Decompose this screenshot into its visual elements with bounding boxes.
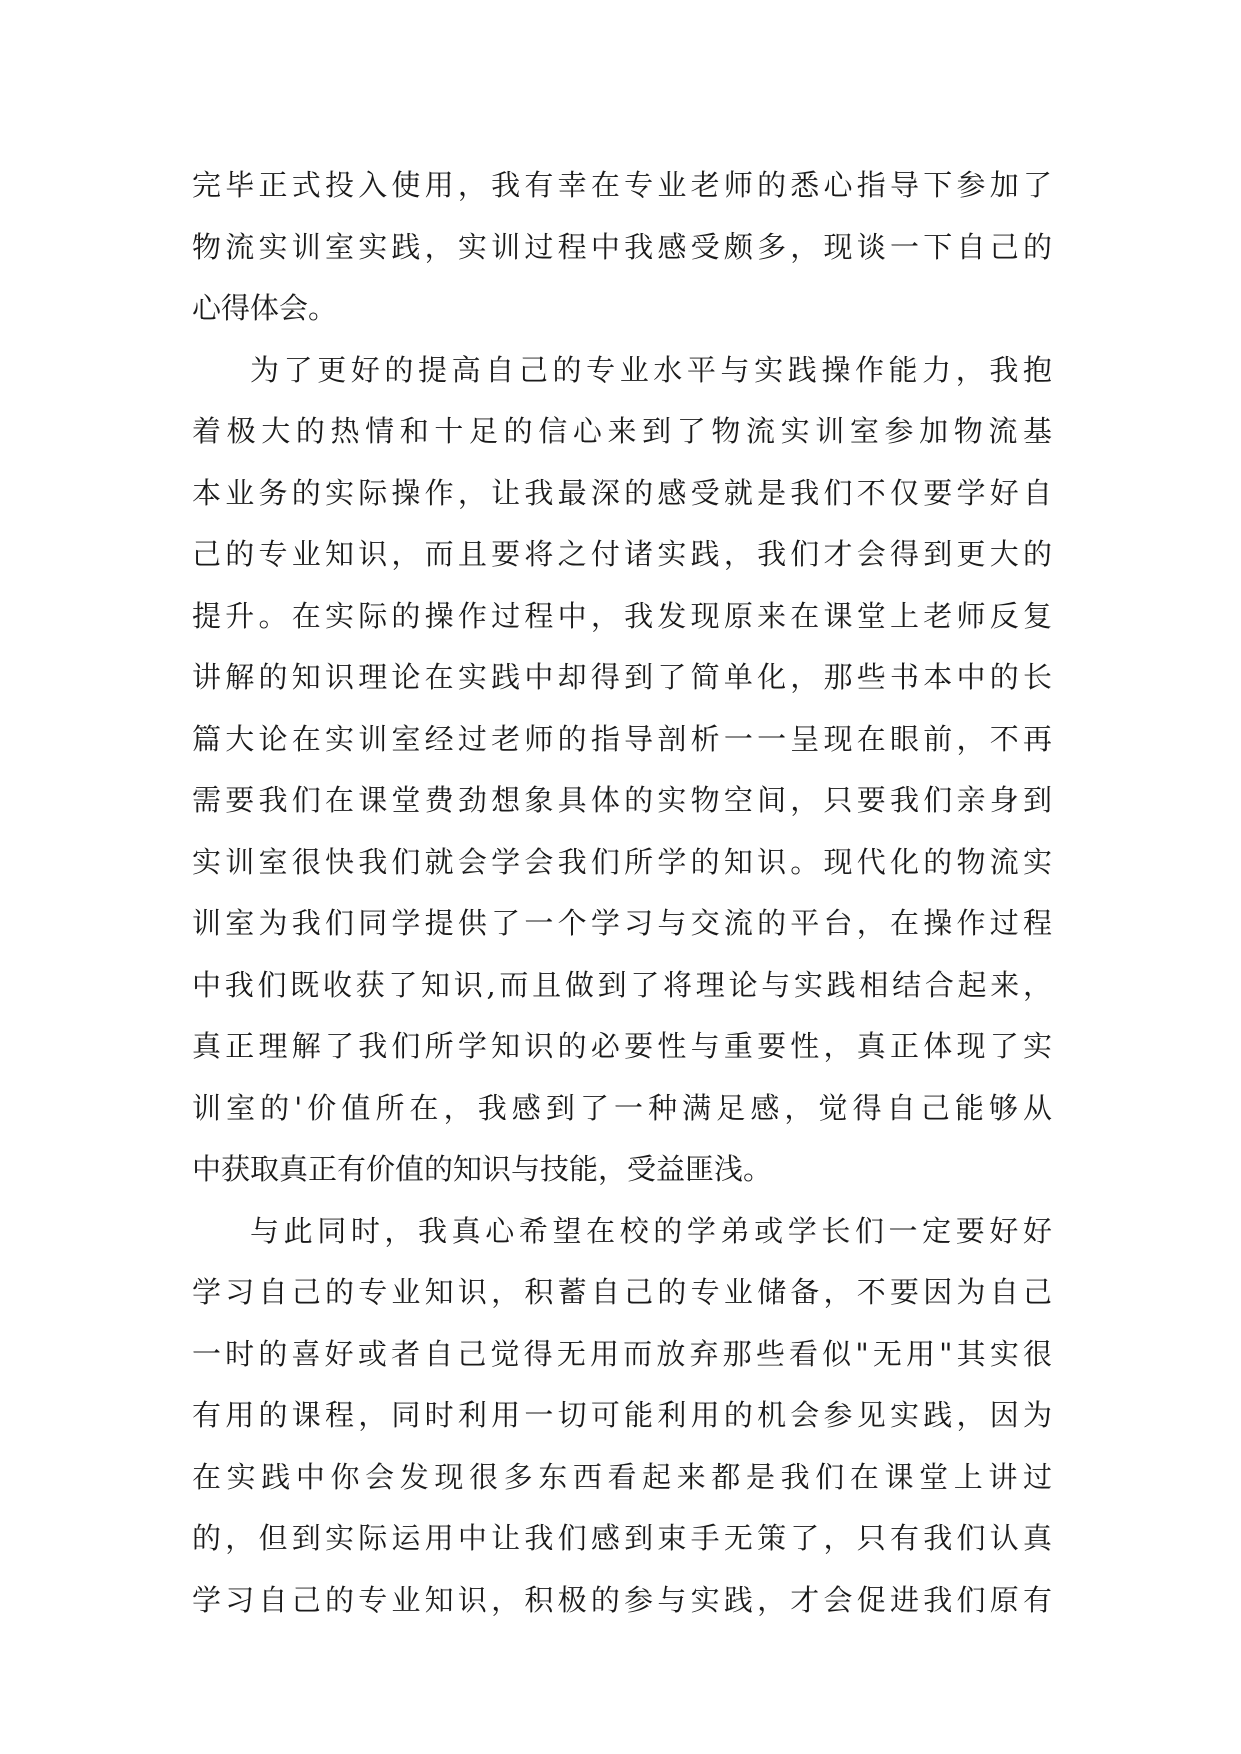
text-line: 讲解的知识理论在实践中却得到了简单化，那些书本中的长 [192,660,1052,694]
text-line: 实训室很快我们就会学会我们所学的知识。现代化的物流实 [192,844,1052,879]
text-line: 中获取真正有价值的知识与技能，受益匪浅。 [192,1152,773,1186]
text-line: 一时的喜好或者自己觉得无用而放弃那些看似"无用"其实很 [192,1336,1052,1371]
text-line: 篇大论在实训室经过老师的指导剖析一一呈现在眼前，不再 [192,721,1052,756]
text-line: 学习自己的专业知识，积极的参与实践，才会促进我们原有 [192,1582,1052,1617]
body-text [192,155,1052,1631]
text-line: 心得体会。 [192,291,338,325]
text-line: 己的专业知识，而且要将之付诸实践，我们才会得到更大的 [192,537,1052,571]
text-line: 物流实训室实践，实训过程中我感受颇多，现谈一下自己的 [192,229,1052,264]
text-line: 在实践中你会发现很多东西看起来都是我们在课堂上讲过 [192,1459,1052,1494]
text-line: 学习自己的专业知识，积蓄自己的专业储备，不要因为自己 [192,1275,1052,1309]
text-line: 真正理解了我们所学知识的必要性与重要性，真正体现了实 [192,1029,1052,1063]
text-line: 与此同时，我真心希望在校的学弟或学长们一定要好好 [250,1213,1052,1248]
text-line: 需要我们在课堂费劲想象具体的实物空间，只要我们亲身到 [192,783,1052,817]
text-line: 着极大的热情和十足的信心来到了物流实训室参加物流基 [192,414,1052,448]
text-line: 有用的课程，同时利用一切可能利用的机会参见实践，因为 [192,1398,1052,1432]
text-line: 的，但到实际运用中让我们感到束手无策了，只有我们认真 [192,1521,1052,1555]
text-line: 训室的'价值所在，我感到了一种满足感，觉得自己能够从 [192,1090,1052,1125]
text-line: 训室为我们同学提供了一个学习与交流的平台，在操作过程 [192,906,1052,940]
text-line: 提升。在实际的操作过程中，我发现原来在课堂上老师反复 [192,598,1052,633]
text-line: 为了更好的提高自己的专业水平与实践操作能力，我抱 [250,352,1052,387]
text-line: 完毕正式投入使用，我有幸在专业老师的悉心指导下参加了 [192,168,1052,202]
text-line: 本业务的实际操作，让我最深的感受就是我们不仅要学好自 [192,475,1052,510]
text-line: 中我们既收获了知识,而且做到了将理论与实践相结合起来， [192,967,1052,1002]
